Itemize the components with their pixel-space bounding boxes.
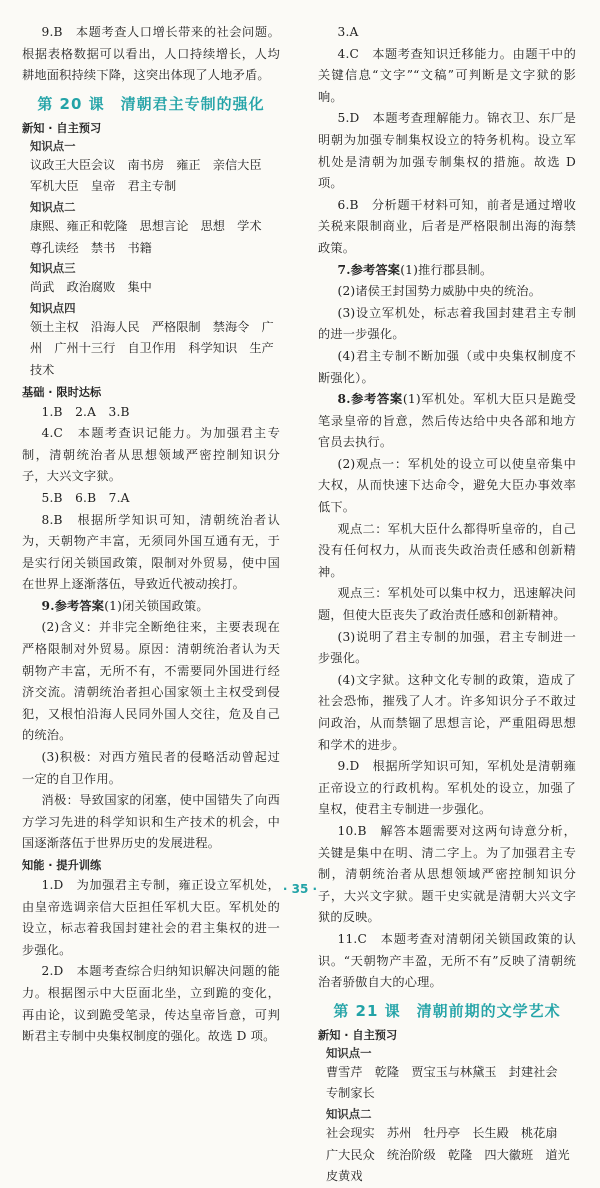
- answer-4: 4.C 本题考查识记能力。为加强君主专制，清朝统治者从思想领域严密控制知识分子，大兴文字狱。: [22, 426, 280, 484]
- training-answer-8-part-2: (2)观点一：军机处的设立可以使皇帝集中大权，从而快速下达命令，避免大臣办事效率低下。: [318, 456, 576, 515]
- answer-9-part-4: 消极：导致国家的闭塞，使中国错失了向西方学习先进的科学知识和生产技术的机会，中国逐渐落伍于世界历史的发展进程。: [22, 793, 280, 851]
- answer-8: 8.B 根据所学知识可知，清朝统治者认为，天朝物产丰富，无须同外国互通有无，于是实行闭关锁国政策，限制对外贸易，使中国在世界上逐渐落伍，导致近代被动挨打。: [22, 512, 280, 592]
- knowledge-point-3-text: 尚武 政治腐败 集中: [30, 280, 152, 295]
- training-answer-11: 11.C 本题考查对清朝闭关锁国政策的认识。“天朝物产丰盈，无所不有”反映了清朝统治者骄傲自大的心理。: [318, 931, 576, 990]
- answer-9-prev: 9.B 本题考查人口增长带来的社会问题。根据表格数据可以看出，人口持续增长，人均耕地面积持续下降，这突出体现了人地矛盾。: [22, 25, 280, 83]
- knowledge-point-4-title: 知识点四: [30, 300, 76, 315]
- training-answer-8-part-3: 观点二：军机大臣什么都得听皇帝的，自己没有任何权力，从而丧失政治责任感和创新精神。: [318, 521, 576, 579]
- answer-8-1-text: (1)军机处。军机大臣只是跪受笔录皇帝的旨意，然后传达给中央各部和地方官员去执行。: [318, 392, 576, 450]
- answer-7-head: 7.参考答案: [337, 262, 401, 277]
- answer-5-7: 5.B 6.B 7.A: [41, 490, 130, 505]
- training-answer-7-part-4: (4)君主专制不断加强（或中央集权制度不断强化）。: [318, 348, 576, 385]
- training-answer-6: 6.B 分析题干材料可知，前者是通过增收关税来限制商业，后者是严格限制出海的海禁政策。: [318, 197, 576, 255]
- knowledge-point-1-title: 知识点一: [30, 138, 76, 153]
- answer-8-head: 8.参考答案: [337, 392, 403, 407]
- knowledge-point-2-title: 知识点二: [30, 199, 76, 214]
- training-answer-8-part-6: (4)文字狱。这种文化专制的政策，造成了社会恐怖，摧残了人才。许多知识分子不敢过问政治，从而禁锢了思想言论，严重阻碍思想和学术的进步。: [318, 672, 576, 752]
- training-answer-8-part-1: [318, 389, 576, 454]
- answer-7-1-text: (1)推行郡县制。: [400, 262, 493, 277]
- section-heading-zhineng: 知能 · 提升训练: [22, 859, 102, 872]
- knowledge-point-2-text-21: 社会现实 苏州 牡丹亭 长生殿 桃花扇 广大民众 统治阶级 乾隆 四大徽班 道光 皮黄戏: [326, 1125, 582, 1184]
- training-answer-10: 10.B 解答本题需要对这两句诗意分析，关键是集中在明、清二字上。为了加强君主专制，清朝统治者从思想领域严密控制知识分子，大兴文字狱。题干史实就是清朝大兴文字狱的反映。: [318, 823, 576, 925]
- answer-9-1-text: (1)闭关锁国政策。: [104, 598, 209, 613]
- training-answer-1: 1.D 为加强君主专制，雍正设立军机处，由皇帝选调亲信大臣担任军机大臣。军机处的设立，标志着我国封建社会的君主集权的进一步强化。: [22, 878, 280, 957]
- answer-1-3: 1.B 2.A 3.B: [41, 404, 130, 419]
- section-heading-xinzhi-21: 新知 · 自主预习: [318, 1028, 398, 1042]
- training-answer-4: 4.C 本题考查知识迁移能力。由题干中的关键信息“文字”“文稿”可判断是文字狱的影响。: [318, 46, 576, 104]
- answer-9-head: 9.参考答案: [41, 598, 105, 613]
- answer-9-part-3: (3)积极：对西方殖民者的侵略活动曾起过一定的自卫作用。: [22, 750, 280, 786]
- knowledge-point-1-title-21: 知识点一: [326, 1045, 372, 1060]
- lesson-21-title: 第 21 课 清朝前期的文学艺术: [333, 1001, 561, 1020]
- knowledge-point-3-title: 知识点三: [30, 261, 76, 276]
- knowledge-point-2-text: 康熙、雍正和乾隆 思想言论 思想 学术 尊孔读经 禁书 书籍: [30, 218, 274, 255]
- knowledge-point-1-text: 议政王大臣会议 南书房 雍正 亲信大臣 军机大臣 皇帝 君主专制: [30, 157, 274, 194]
- training-answer-3: 3.A: [337, 25, 359, 39]
- training-answer-8-part-4: 观点三：军机处可以集中权力，迅速解决问题，但使大臣丧失了政治责任感和创新精神。: [318, 586, 576, 623]
- knowledge-point-1-text-21: 曹雪芹 乾隆 贾宝玉与林黛玉 封建社会 专制家长: [326, 1064, 570, 1101]
- lesson-20-title: 第 20 课 清朝君主专制的强化: [37, 94, 265, 113]
- section-heading-xinzhi: 新知 · 自主预习: [22, 121, 102, 135]
- answer-9-part-1: [22, 596, 280, 618]
- answer-9-part-2: (2)含义：并非完全断绝往来，主要表现在严格限制对外贸易。原因：清朝统治者认为天朝物产丰富，无所不有，不需要同外国进行经济交流。清朝统治者担心国家领土主权受到侵犯，又根怕沿海人民同外国人交往，危及自己的统治。: [22, 620, 280, 743]
- knowledge-point-2-title-21: 知识点二: [326, 1106, 372, 1121]
- training-answer-7-part-2: (2)诸侯王封国势力威胁中央的统治。: [337, 284, 542, 299]
- training-answer-8-part-5: (3)说明了君主专制的加强，君主专制进一步强化。: [318, 629, 576, 666]
- knowledge-point-4-text: 领土主权 沿海人民 严格限制 禁海令 广州 广州十三行 自卫作用 科学知识 生产技术: [30, 319, 274, 377]
- training-answer-7-part-3: (3)设立军机处，标志着我国封建君主专制的进一步强化。: [318, 305, 576, 342]
- training-answer-2: 2.D 本题考查综合归纳知识解决问题的能力。根据图示中大臣面北坐，立到跪的变化，再由论，议到跪受笔录，传达皇帝旨意，可判断君主专制中央集权制度的强化。故选 D 项。: [22, 964, 280, 1044]
- page-number: · 35 ·: [282, 882, 318, 896]
- training-answer-7-part-1: [318, 260, 576, 282]
- section-heading-jichu: 基础 · 限时达标: [22, 385, 102, 399]
- right-column: [318, 22, 582, 1188]
- training-answer-9: 9.D 根据所学知识可知，军机处是清朝雍正帝设立的行政机构。军机处的设立，加强了皇权，使君主专制进一步强化。: [318, 759, 576, 817]
- training-answer-5: 5.D 本题考查理解能力。锦衣卫、东厂是明朝为加强专制集权设立的特务机构。设立军机处是清朝为加强专制集权的措施。故选 D 项。: [318, 111, 576, 191]
